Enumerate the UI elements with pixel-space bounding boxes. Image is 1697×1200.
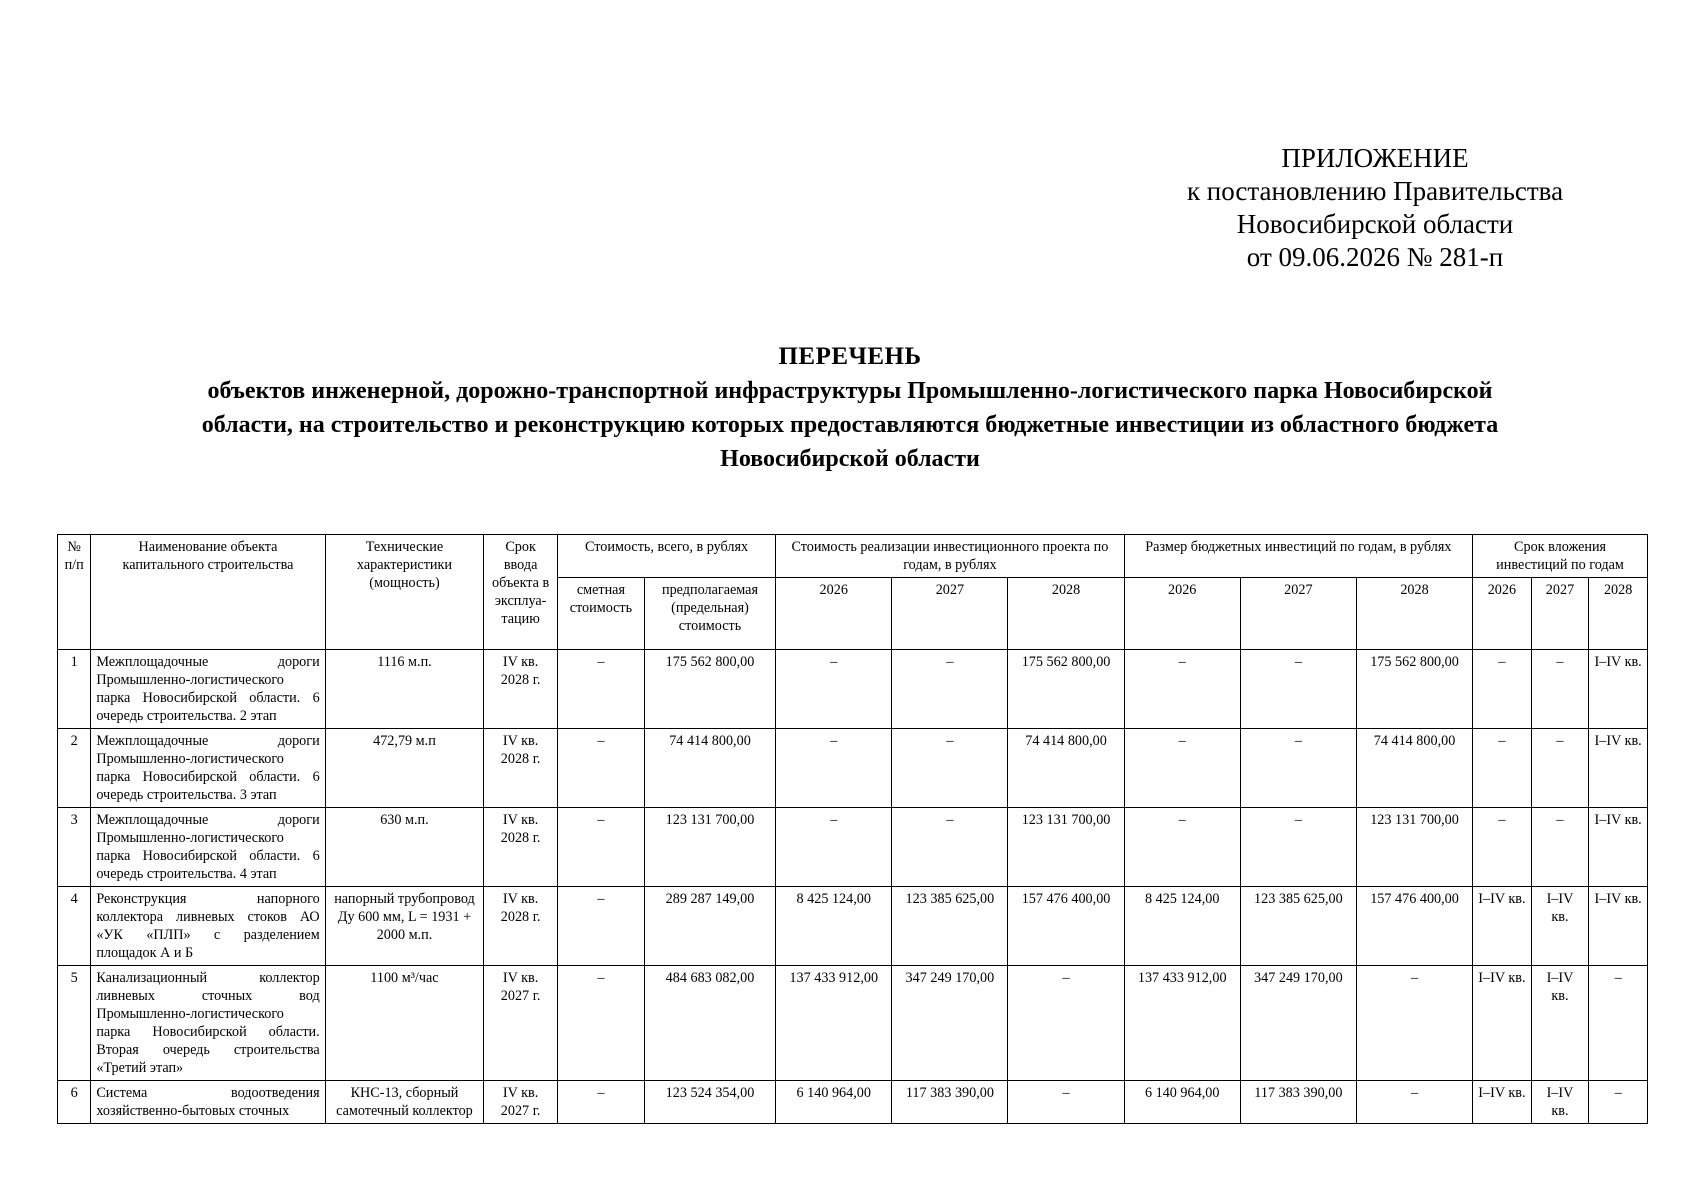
header-cost-total: Стоимость, всего, в рублях: [557, 535, 775, 578]
cell-term-2026: –: [1473, 808, 1532, 887]
cell-cost-2026: –: [776, 808, 892, 887]
cell-name: Межплощадочные дороги Промышленно-логистического парка Новосибирской области. 6 очередь строительства. 2 этап: [91, 650, 325, 729]
header-cost-max: предполагаемая (предельная) стоимость: [644, 578, 775, 650]
cell-cost-2028: –: [1008, 966, 1124, 1081]
cell-term: IV кв. 2027 г.: [484, 1081, 558, 1124]
cell-term: IV кв. 2027 г.: [484, 966, 558, 1081]
cell-budget-2028: 157 476 400,00: [1356, 887, 1472, 966]
cell-term-2028: I–IV кв.: [1589, 808, 1648, 887]
cell-tech: 630 м.п.: [325, 808, 484, 887]
cell-term-2026: I–IV кв.: [1473, 887, 1532, 966]
cell-term-2027: I–IV кв.: [1531, 887, 1589, 966]
cell-cost-2027: 117 383 390,00: [892, 1081, 1008, 1124]
cell-cost-2028: 123 131 700,00: [1008, 808, 1124, 887]
title-main: ПЕРЕЧЕНЬ: [778, 343, 922, 370]
header-term-2026: 2026: [1473, 578, 1532, 650]
header-invest-term: Срок вложения инвестиций по годам: [1473, 535, 1648, 578]
cell-cost-2027: –: [892, 808, 1008, 887]
cell-term-2026: –: [1473, 729, 1532, 808]
header-cost-2028: 2028: [1008, 578, 1124, 650]
cell-cost-max: 74 414 800,00: [644, 729, 775, 808]
cell-budget-2027: 117 383 390,00: [1240, 1081, 1356, 1124]
cell-cost-max: 484 683 082,00: [644, 966, 775, 1081]
cell-budget-2027: –: [1240, 729, 1356, 808]
cell-budget-2028: –: [1356, 1081, 1472, 1124]
cell-term-2026: I–IV кв.: [1473, 966, 1532, 1081]
cell-num: 5: [58, 966, 91, 1081]
cell-budget-2027: –: [1240, 808, 1356, 887]
cell-num: 4: [58, 887, 91, 966]
cell-cost-2026: –: [776, 650, 892, 729]
cell-budget-2026: 8 425 124,00: [1124, 887, 1240, 966]
cell-term: IV кв. 2028 г.: [484, 650, 558, 729]
header-cost-estimate: сметная стоимость: [557, 578, 644, 650]
cell-tech: напорный трубопровод Ду 600 мм, L = 1931 + 2000 м.п.: [325, 887, 484, 966]
appendix-date-number: от 09.06.2026 № 281-п: [1246, 242, 1504, 272]
cell-term-2026: I–IV кв.: [1473, 1081, 1532, 1124]
cell-cost-2026: 137 433 912,00: [776, 966, 892, 1081]
cell-cost-estimate: –: [557, 808, 644, 887]
title-line-1: объектов инженерной, дорожно-транспортной инфраструктуры Промышленно-логистического парка Новосибирской: [207, 378, 1493, 404]
cell-budget-2026: 6 140 964,00: [1124, 1081, 1240, 1124]
cell-budget-2027: 347 249 170,00: [1240, 966, 1356, 1081]
cell-cost-estimate: –: [557, 966, 644, 1081]
cell-name: Канализационный коллектор ливневых сточных вод Промышленно-логистического парка Новосибирской области. Вторая очередь строительства «Третий этап»: [91, 966, 325, 1081]
cell-cost-max: 289 287 149,00: [644, 887, 775, 966]
cell-cost-estimate: –: [557, 887, 644, 966]
cell-term-2027: I–IV кв.: [1531, 1081, 1589, 1124]
cell-cost-2027: –: [892, 729, 1008, 808]
cell-num: 6: [58, 1081, 91, 1124]
header-term-2027: 2027: [1531, 578, 1589, 650]
cell-term-2028: I–IV кв.: [1589, 729, 1648, 808]
cell-term: IV кв. 2028 г.: [484, 729, 558, 808]
header-budget-years: Размер бюджетных инвестиций по годам, в рублях: [1124, 535, 1472, 578]
cell-budget-2027: 123 385 625,00: [1240, 887, 1356, 966]
cell-term-2027: I–IV кв.: [1531, 966, 1589, 1081]
cell-budget-2026: –: [1124, 729, 1240, 808]
cell-num: 2: [58, 729, 91, 808]
title-line-3: Новосибирской области: [720, 446, 980, 472]
cell-name: Межплощадочные дороги Промышленно-логистического парка Новосибирской области. 6 очередь строительства. 3 этап: [91, 729, 325, 808]
cell-cost-2028: –: [1008, 1081, 1124, 1124]
header-name: Наименование объекта капитального строительства: [91, 535, 325, 650]
header-cost-2027: 2027: [892, 578, 1008, 650]
header-term-2028: 2028: [1589, 578, 1648, 650]
cell-name: Реконструкция напорного коллектора ливневых стоков АО «УК «ПЛП» с разделением площадок А и Б: [91, 887, 325, 966]
cell-budget-2027: –: [1240, 650, 1356, 729]
header-cost-years: Стоимость реализации инвестиционного проекта по годам, в рублях: [776, 535, 1124, 578]
appendix-block: [1150, 142, 1600, 274]
appendix-reference: к постановлению Правительства: [1186, 176, 1564, 206]
title-line-2: области, на строительство и реконструкцию которых предоставляются бюджетные инвестиции из областного бюджета: [201, 412, 1499, 438]
cell-budget-2028: –: [1356, 966, 1472, 1081]
cell-term-2026: –: [1473, 650, 1532, 729]
objects-table: [57, 534, 1648, 1124]
cell-tech: 472,79 м.п: [325, 729, 484, 808]
cell-budget-2028: 74 414 800,00: [1356, 729, 1472, 808]
cell-cost-2026: 8 425 124,00: [776, 887, 892, 966]
cell-name: Система водоотведения хозяйственно-бытовых сточных: [91, 1081, 325, 1124]
table-row: [58, 1081, 1648, 1124]
cell-cost-2027: –: [892, 650, 1008, 729]
cell-budget-2028: 123 131 700,00: [1356, 808, 1472, 887]
cell-cost-2027: 347 249 170,00: [892, 966, 1008, 1081]
cell-term: IV кв. 2028 г.: [484, 808, 558, 887]
cell-budget-2026: –: [1124, 650, 1240, 729]
header-row-1: [58, 535, 1648, 578]
header-num: № п/п: [58, 535, 91, 650]
cell-cost-2026: 6 140 964,00: [776, 1081, 892, 1124]
cell-term-2028: I–IV кв.: [1589, 650, 1648, 729]
cell-budget-2026: 137 433 912,00: [1124, 966, 1240, 1081]
cell-tech: 1116 м.п.: [325, 650, 484, 729]
cell-cost-max: 123 524 354,00: [644, 1081, 775, 1124]
table-row: [58, 808, 1648, 887]
table-row: [58, 650, 1648, 729]
cell-cost-estimate: –: [557, 1081, 644, 1124]
cell-name: Межплощадочные дороги Промышленно-логистического парка Новосибирской области. 6 очередь строительства. 4 этап: [91, 808, 325, 887]
cell-tech: КНС-13, сборный самотечный коллектор: [325, 1081, 484, 1124]
header-tech: Технические характеристики (мощность): [325, 535, 484, 650]
cell-cost-estimate: –: [557, 650, 644, 729]
document-title: [60, 340, 1640, 476]
cell-term: IV кв. 2028 г.: [484, 887, 558, 966]
header-budget-2028: 2028: [1356, 578, 1472, 650]
cell-cost-2028: 74 414 800,00: [1008, 729, 1124, 808]
cell-cost-estimate: –: [557, 729, 644, 808]
table-row: [58, 729, 1648, 808]
header-budget-2026: 2026: [1124, 578, 1240, 650]
cell-term-2028: –: [1589, 966, 1648, 1081]
cell-budget-2028: 175 562 800,00: [1356, 650, 1472, 729]
cell-term-2027: –: [1531, 808, 1589, 887]
table-row: [58, 887, 1648, 966]
table-row: [58, 966, 1648, 1081]
cell-cost-2028: 157 476 400,00: [1008, 887, 1124, 966]
cell-cost-max: 123 131 700,00: [644, 808, 775, 887]
cell-term-2027: –: [1531, 650, 1589, 729]
header-cost-2026: 2026: [776, 578, 892, 650]
cell-cost-2026: –: [776, 729, 892, 808]
cell-term-2028: –: [1589, 1081, 1648, 1124]
cell-num: 1: [58, 650, 91, 729]
header-term: Срок ввода объекта в эксплуа-тацию: [484, 535, 558, 650]
cell-budget-2026: –: [1124, 808, 1240, 887]
appendix-label: ПРИЛОЖЕНИЕ: [1281, 143, 1469, 173]
appendix-region: Новосибирской области: [1236, 209, 1514, 239]
cell-cost-max: 175 562 800,00: [644, 650, 775, 729]
header-budget-2027: 2027: [1240, 578, 1356, 650]
cell-term-2028: I–IV кв.: [1589, 887, 1648, 966]
cell-cost-2028: 175 562 800,00: [1008, 650, 1124, 729]
cell-cost-2027: 123 385 625,00: [892, 887, 1008, 966]
cell-num: 3: [58, 808, 91, 887]
cell-term-2027: –: [1531, 729, 1589, 808]
cell-tech: 1100 м³/час: [325, 966, 484, 1081]
